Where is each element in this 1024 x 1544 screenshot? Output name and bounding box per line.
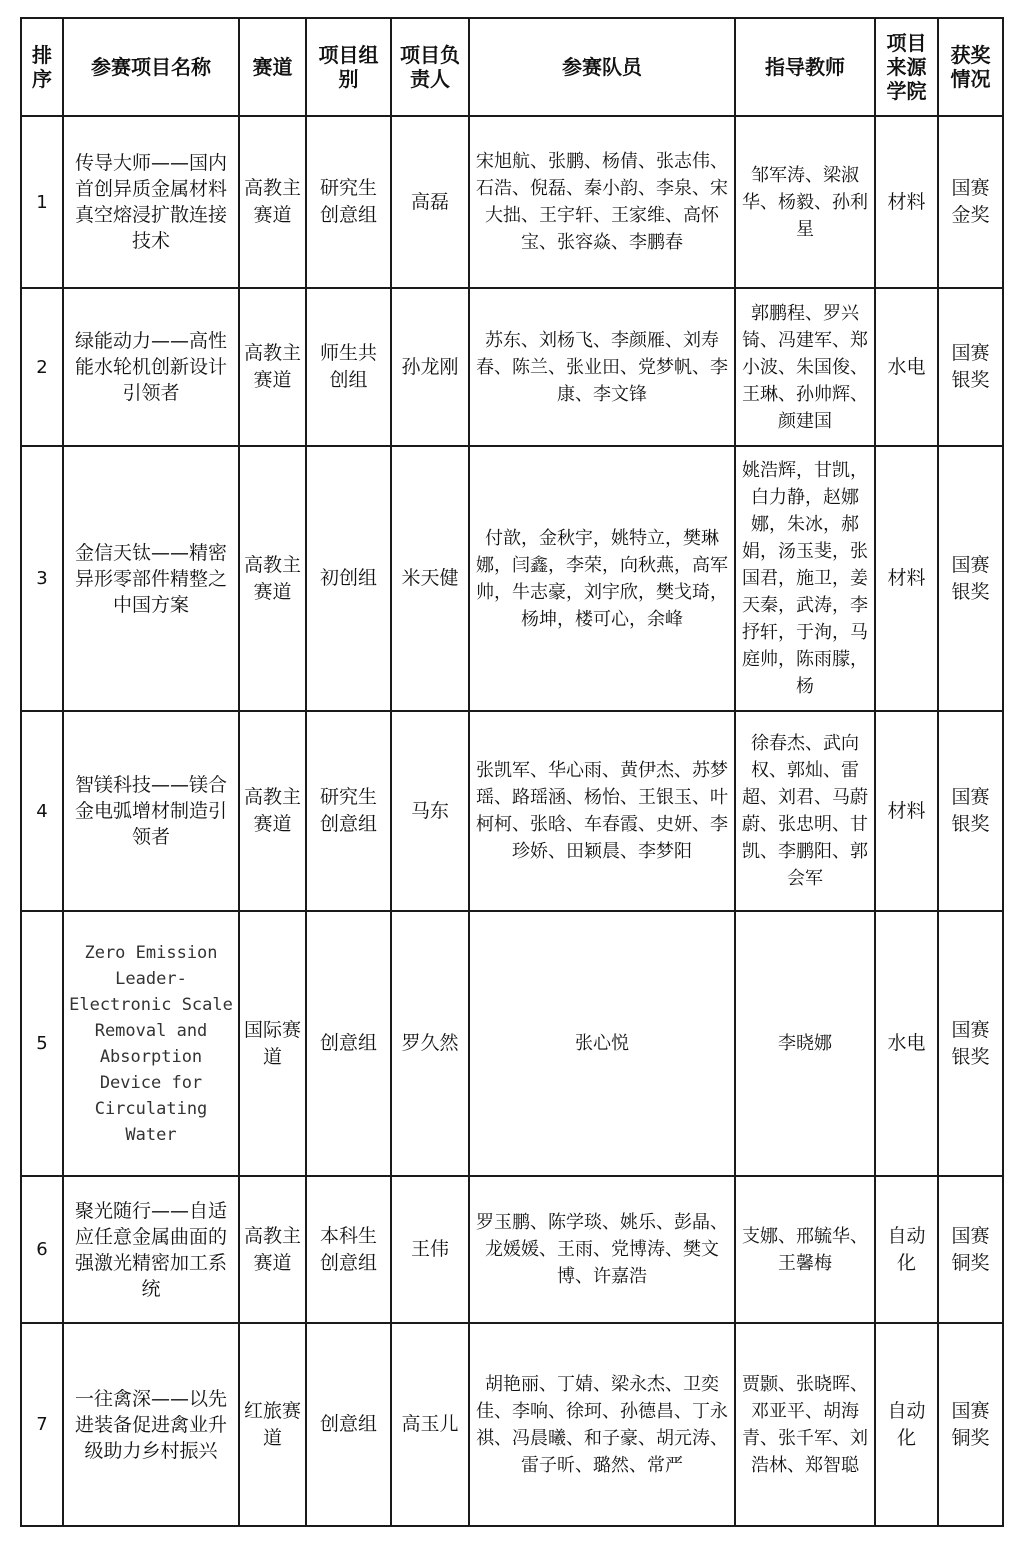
cell-leader: 王伟 (391, 1176, 469, 1323)
header-seq: 排序 (21, 18, 63, 116)
cell-members: 罗玉鹏、陈学琰、姚乐、彭晶、龙媛媛、王雨、党博涛、樊文博、许嘉浩 (469, 1176, 735, 1323)
cell-group: 本科生创意组 (306, 1176, 391, 1323)
table-row (21, 911, 1003, 1176)
cell-advisors: 郭鹏程、罗兴锜、冯建军、郑小波、朱国俊、王琳、孙帅辉、颜建国 (735, 288, 875, 446)
cell-award: 国赛金奖 (938, 116, 1003, 288)
header-group: 项目组别 (306, 18, 391, 116)
cell-track: 高教主赛道 (239, 116, 306, 288)
cell-award: 国赛银奖 (938, 911, 1003, 1176)
cell-members: 张凯军、华心雨、黄伊杰、苏梦瑶、路瑶涵、杨怡、王银玉、叶柯柯、张晗、车春霞、史妍、李珍娇、田颖晨、李梦阳 (469, 711, 735, 911)
cell-members: 宋旭航、张鹏、杨倩、张志伟、石浩、倪磊、秦小韵、李泉、宋大拙、王宇轩、王家维、高怀宝、张容焱、李鹏春 (469, 116, 735, 288)
cell-leader: 高磊 (391, 116, 469, 288)
cell-seq: 1 (21, 116, 63, 288)
cell-track: 高教主赛道 (239, 288, 306, 446)
cell-project-name: 智镁科技——镁合金电弧增材制造引领者 (63, 711, 239, 911)
table-row (21, 288, 1003, 446)
cell-project-name: 传导大师——国内首创异质金属材料真空熔浸扩散连接技术 (63, 116, 239, 288)
cell-leader: 马东 (391, 711, 469, 911)
cell-seq: 4 (21, 711, 63, 911)
cell-advisors: 贾颢、张晓晖、邓亚平、胡海青、张千军、刘浩林、郑智聪 (735, 1323, 875, 1526)
cell-leader: 孙龙刚 (391, 288, 469, 446)
cell-seq: 5 (21, 911, 63, 1176)
cell-seq: 2 (21, 288, 63, 446)
table-row (21, 711, 1003, 911)
cell-members: 苏东、刘杨飞、李颜雁、刘寿春、陈兰、张业田、党梦帆、李康、李文锋 (469, 288, 735, 446)
cell-track: 高教主赛道 (239, 446, 306, 711)
header-award: 获奖情况 (938, 18, 1003, 116)
header-leader: 项目负责人 (391, 18, 469, 116)
header-members: 参赛队员 (469, 18, 735, 116)
cell-group: 研究生创意组 (306, 116, 391, 288)
cell-college: 水电 (875, 288, 938, 446)
cell-track: 高教主赛道 (239, 1176, 306, 1323)
table-row (21, 116, 1003, 288)
cell-project-name: Zero Emission Leader-Electronic Scale Removal and Absorption Device for Circulating Water (63, 911, 239, 1176)
cell-group: 师生共创组 (306, 288, 391, 446)
cell-seq: 3 (21, 446, 63, 711)
award-table (20, 17, 1004, 1527)
cell-college: 材料 (875, 711, 938, 911)
cell-leader: 罗久然 (391, 911, 469, 1176)
cell-group: 创意组 (306, 911, 391, 1176)
cell-advisors: 邹军涛、梁淑华、杨毅、孙利星 (735, 116, 875, 288)
header-row (21, 18, 1003, 116)
cell-members: 付歆，金秋宇，姚特立，樊琳娜，闫鑫，李荣，向秋燕，高军帅，牛志豪，刘宇欣，樊戈琦，杨坤，楼可心，余峰 (469, 446, 735, 711)
header-project-name: 参赛项目名称 (63, 18, 239, 116)
cell-award: 国赛银奖 (938, 288, 1003, 446)
cell-college: 自动化 (875, 1176, 938, 1323)
cell-track: 红旅赛道 (239, 1323, 306, 1526)
cell-college: 材料 (875, 446, 938, 711)
header-track: 赛道 (239, 18, 306, 116)
cell-award: 国赛银奖 (938, 446, 1003, 711)
cell-project-name: 聚光随行——自适应任意金属曲面的强激光精密加工系统 (63, 1176, 239, 1323)
cell-track: 国际赛道 (239, 911, 306, 1176)
cell-members: 张心悦 (469, 911, 735, 1176)
cell-track: 高教主赛道 (239, 711, 306, 911)
cell-leader: 高玉儿 (391, 1323, 469, 1526)
cell-advisors: 徐春杰、武向权、郭灿、雷超、刘君、马蔚蔚、张忠明、甘凯、李鹏阳、郭会军 (735, 711, 875, 911)
cell-award: 国赛铜奖 (938, 1176, 1003, 1323)
cell-group: 研究生创意组 (306, 711, 391, 911)
cell-project-name: 金信天钛——精密异形零部件精整之中国方案 (63, 446, 239, 711)
cell-advisors: 姚浩辉，甘凯，白力静，赵娜娜，朱冰，郝娟，汤玉斐，张国君，施卫，姜天秦，武涛，李抒轩，于洵，马庭帅，陈雨朦，杨 (735, 446, 875, 711)
cell-award: 国赛铜奖 (938, 1323, 1003, 1526)
cell-group: 初创组 (306, 446, 391, 711)
cell-award: 国赛银奖 (938, 711, 1003, 911)
cell-advisors: 支娜、邢毓华、王馨梅 (735, 1176, 875, 1323)
table-row (21, 1323, 1003, 1526)
cell-seq: 7 (21, 1323, 63, 1526)
cell-members: 胡艳丽、丁婧、梁永杰、卫奕佳、李响、徐珂、孙德昌、丁永祺、冯晨曦、和子豪、胡元涛、雷子昕、璐然、常严 (469, 1323, 735, 1526)
cell-college: 自动化 (875, 1323, 938, 1526)
cell-group: 创意组 (306, 1323, 391, 1526)
header-college: 项目来源学院 (875, 18, 938, 116)
cell-college: 材料 (875, 116, 938, 288)
cell-seq: 6 (21, 1176, 63, 1323)
cell-college: 水电 (875, 911, 938, 1176)
table-row (21, 446, 1003, 711)
table-row (21, 1176, 1003, 1323)
cell-project-name: 一往禽深——以先进装备促进禽业升级助力乡村振兴 (63, 1323, 239, 1526)
header-advisors: 指导教师 (735, 18, 875, 116)
cell-leader: 米天健 (391, 446, 469, 711)
cell-advisors: 李晓娜 (735, 911, 875, 1176)
cell-project-name: 绿能动力——高性能水轮机创新设计引领者 (63, 288, 239, 446)
